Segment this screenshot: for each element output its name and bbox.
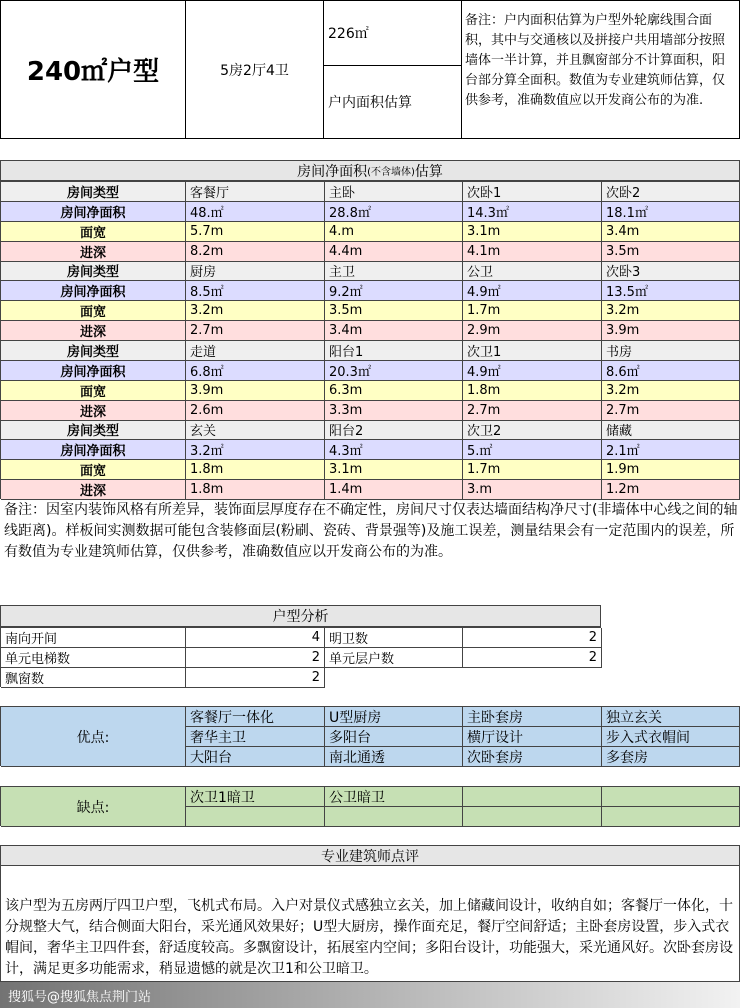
rooms-table	[0, 181, 740, 499]
cons-item	[602, 807, 740, 827]
room-cell: 储藏	[602, 421, 740, 441]
pros-item: 南北通透	[325, 747, 463, 767]
room-cell: 1.8m	[186, 480, 325, 500]
room-cell: 8.6㎡	[602, 361, 740, 381]
review-title: 专业建筑师点评	[0, 845, 740, 866]
cons-item	[463, 807, 602, 827]
header-block	[0, 0, 740, 139]
room-cell: 3.1m	[463, 222, 602, 242]
room-cell: 次卧2	[602, 182, 740, 202]
pros-item: 步入式衣帽间	[602, 727, 740, 747]
room-cell: 2.9m	[463, 321, 602, 341]
room-cell: 2.6m	[186, 401, 325, 421]
row-label: 面宽	[1, 222, 186, 242]
room-cell: 2.1㎡	[602, 440, 740, 460]
room-cell: 8.2m	[186, 242, 325, 262]
pros-item: 多阳台	[325, 727, 463, 747]
layout-label: 5房2厅4卫	[186, 1, 324, 138]
analysis-table	[0, 627, 601, 687]
row-label: 房间净面积	[1, 440, 186, 460]
rooms-table-title	[0, 160, 740, 181]
row-label: 房间类型	[1, 182, 186, 202]
row-label: 面宽	[1, 301, 186, 321]
room-cell: 3.9m	[186, 381, 325, 401]
room-cell: 28.8㎡	[325, 202, 463, 222]
room-cell: 1.8m	[186, 460, 325, 480]
room-cell: 3.m	[463, 480, 602, 500]
room-cell: 20.3㎡	[325, 361, 463, 381]
pros-item: 横厅设计	[463, 727, 602, 747]
room-cell: 次卧1	[463, 182, 602, 202]
row-label: 进深	[1, 242, 186, 262]
pros-item: 大阳台	[186, 747, 325, 767]
room-cell: 阳台1	[325, 341, 463, 361]
room-cell: 3.5m	[602, 242, 740, 262]
room-cell: 书房	[602, 341, 740, 361]
room-cell: 48.㎡	[186, 202, 325, 222]
analysis-value: 2	[463, 628, 602, 648]
row-label: 房间类型	[1, 262, 186, 282]
room-cell: 13.5㎡	[602, 281, 740, 301]
room-cell: 走道	[186, 341, 325, 361]
room-cell: 2.7m	[463, 401, 602, 421]
room-cell: 3.3m	[325, 401, 463, 421]
row-label: 房间类型	[1, 341, 186, 361]
room-cell: 5.7m	[186, 222, 325, 242]
room-cell: 1.7m	[463, 301, 602, 321]
room-cell: 厨房	[186, 262, 325, 282]
analysis-value: 4	[186, 628, 325, 648]
room-cell: 玄关	[186, 421, 325, 441]
room-cell: 1.9m	[602, 460, 740, 480]
room-cell: 2.7m	[186, 321, 325, 341]
review-text: 该户型为五房两厅四卫户型，飞机式布局。入户对景仪式感独立玄关，加上储藏间设计，收纳自如；客餐厅一体化，十分规整大气，结合侧面大阳台，采光通风效果好；U型大厨房，操作面充足，餐厅空间舒适；主卧套房设置，步入式衣帽间，奢华主卫四件套，舒适度较高。多飘窗设计，拓展室内空间；多阳台设计，功能强大，采光通风好。次卧套房设计，满足更多功能需求，稍显遗憾的就是次卫1和公卫暗卫。	[5, 898, 733, 977]
rooms-title-small: (不含墙体)	[367, 167, 415, 178]
analysis-label: 飘窗数	[1, 668, 186, 688]
cons-table	[0, 786, 740, 826]
room-cell: 8.5㎡	[186, 281, 325, 301]
room-cell: 18.1㎡	[602, 202, 740, 222]
cons-item	[602, 787, 740, 807]
rooms-title-tail: 估算	[414, 163, 443, 180]
row-label: 房间净面积	[1, 281, 186, 301]
row-label: 进深	[1, 321, 186, 341]
unit-type-title: 240㎡户型	[1, 1, 186, 138]
row-label: 进深	[1, 480, 186, 500]
room-cell: 1.8m	[463, 381, 602, 401]
row-label: 面宽	[1, 381, 186, 401]
row-label: 房间净面积	[1, 361, 186, 381]
room-cell: 1.7m	[463, 460, 602, 480]
room-cell: 3.1m	[325, 460, 463, 480]
room-cell: 4.9㎡	[463, 281, 602, 301]
row-label: 面宽	[1, 460, 186, 480]
room-cell: 3.5m	[325, 301, 463, 321]
pros-item: 独立玄关	[602, 707, 740, 727]
room-cell: 3.9m	[602, 321, 740, 341]
pros-item: 奢华主卫	[186, 727, 325, 747]
room-cell: 3.4m	[602, 222, 740, 242]
cons-item	[463, 787, 602, 807]
room-cell: 3.2m	[602, 301, 740, 321]
area-value: 226㎡	[324, 1, 462, 66]
room-cell: 14.3㎡	[463, 202, 602, 222]
row-label: 房间净面积	[1, 202, 186, 222]
cons-item: 次卫1暗卫	[186, 787, 325, 807]
analysis-label: 南向开间	[1, 628, 186, 648]
cons-item	[186, 807, 325, 827]
rooms-title-main: 房间净面积	[297, 163, 368, 180]
room-cell: 公卫	[463, 262, 602, 282]
room-cell: 4.4m	[325, 242, 463, 262]
room-cell: 阳台2	[325, 421, 463, 441]
room-cell: 客餐厅	[186, 182, 325, 202]
room-cell: 主卫	[325, 262, 463, 282]
room-cell: 4.9㎡	[463, 361, 602, 381]
room-cell: 2.7m	[602, 401, 740, 421]
room-cell: 6.8㎡	[186, 361, 325, 381]
room-cell: 4.1m	[463, 242, 602, 262]
area-label: 户内面积估算	[324, 66, 462, 138]
review-box	[0, 866, 740, 982]
analysis-value: 2	[463, 648, 602, 668]
room-cell: 6.3m	[325, 381, 463, 401]
room-cell: 次卫1	[463, 341, 602, 361]
room-cell: 1.4m	[325, 480, 463, 500]
analysis-label: 明卫数	[325, 628, 463, 648]
room-cell: 3.2㎡	[186, 440, 325, 460]
analysis-value: 2	[186, 668, 325, 688]
cons-item: 公卫暗卫	[325, 787, 463, 807]
pros-item: 客餐厅一体化	[186, 707, 325, 727]
analysis-label: 单元层户数	[325, 648, 463, 668]
room-cell: 次卧3	[602, 262, 740, 282]
room-cell: 3.2m	[602, 381, 740, 401]
pros-item: 次卧套房	[463, 747, 602, 767]
room-cell: 3.2m	[186, 301, 325, 321]
pros-label: 优点:	[1, 707, 186, 767]
area-note: 备注：户内面积估算为户型外轮廓线围合面积，其中与交通核以及拼接户共用墙部分按照墙体一半计算，并且飘窗部分不计算面积，阳台部分算全面积。数值为专业建筑师估算，仅供参考，准确数值应以开发商公布的为准.	[465, 13, 726, 108]
cons-item	[325, 807, 463, 827]
room-cell: 9.2㎡	[325, 281, 463, 301]
analysis-value: 2	[186, 648, 325, 668]
row-label: 房间类型	[1, 421, 186, 441]
analysis-title: 户型分析	[0, 605, 601, 627]
room-cell: 4.m	[325, 222, 463, 242]
room-cell: 1.2m	[602, 480, 740, 500]
room-cell: 次卫2	[463, 421, 602, 441]
pros-item: U型厨房	[325, 707, 463, 727]
row-label: 进深	[1, 401, 186, 421]
room-cell: 4.3㎡	[325, 440, 463, 460]
room-cell: 主卧	[325, 182, 463, 202]
pros-item: 主卧套房	[463, 707, 602, 727]
watermark: 搜狐号@搜狐焦点荆门站	[0, 982, 740, 1008]
cons-label: 缺点:	[1, 787, 186, 827]
pros-table	[0, 706, 740, 766]
rooms-note: 备注：因室内装饰风格有所差异，装饰面层厚度存在不确定性，房间尺寸仅表达墙面结构净尺寸(非墙体中心线之间的轴线距离)。样板间实测数据可能包含装修面层(粉刷、瓷砖、背景强等)及施工误差，测量结果会有一定范围内的误差，所有数值为专业建筑师估算，仅供参考，准确数值应以开发商公布的为准。	[4, 502, 738, 560]
room-cell: 3.4m	[325, 321, 463, 341]
analysis-label: 单元电梯数	[1, 648, 186, 668]
room-cell: 5.㎡	[463, 440, 602, 460]
pros-item: 多套房	[602, 747, 740, 767]
